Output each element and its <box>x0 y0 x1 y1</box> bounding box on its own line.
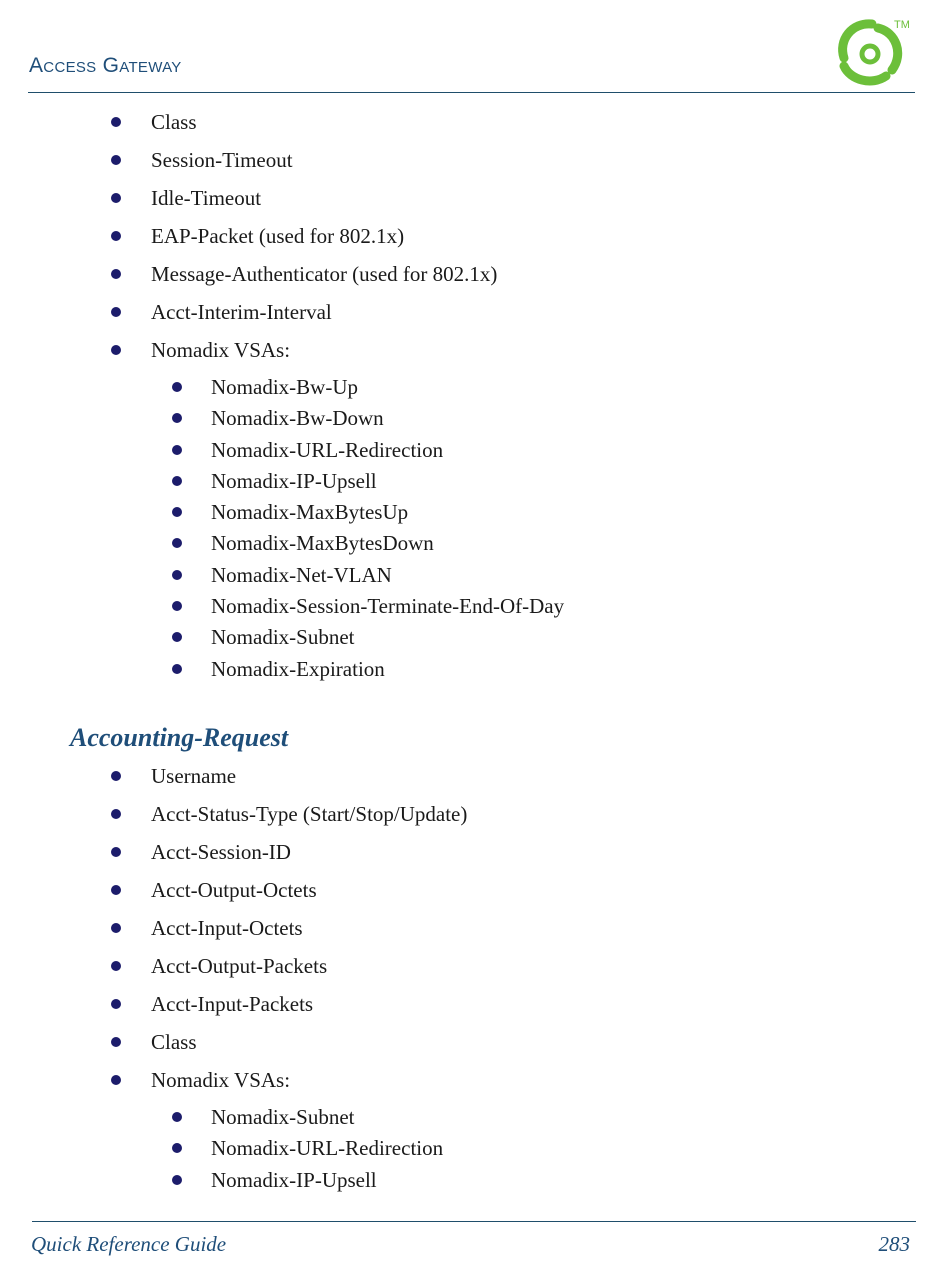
bullet-icon <box>172 1175 182 1185</box>
list-item-label: Nomadix VSAs: <box>151 338 291 362</box>
bullet-icon <box>111 809 121 819</box>
accounting-request-attribute-list <box>151 764 467 1106</box>
list-item-label: Acct-Input-Packets <box>151 992 314 1016</box>
bullet-icon <box>111 771 121 781</box>
list-item <box>151 1030 467 1068</box>
list-item-label: Nomadix-Bw-Up <box>211 375 358 399</box>
bullet-icon <box>172 1143 182 1153</box>
bullet-icon <box>172 632 182 642</box>
list-item <box>151 992 467 1030</box>
list-item-label: Nomadix-Subnet <box>211 1105 355 1129</box>
list-item <box>211 657 564 688</box>
list-item-label: Nomadix-Subnet <box>211 625 355 650</box>
list-item <box>211 563 564 594</box>
header-title: Access Gateway <box>29 54 182 77</box>
list-item-label: Acct-Status-Type (Start/Stop/Update) <box>151 802 468 826</box>
section-heading-accounting-request: Accounting-Request <box>70 723 289 752</box>
list-item <box>151 262 497 300</box>
list-item <box>211 469 564 500</box>
list-item-label: Session-Timeout <box>151 148 293 172</box>
bullet-icon <box>172 538 182 548</box>
list-item-label: Acct-Session-ID <box>151 840 291 864</box>
list-item-label: Nomadix-IP-Upsell <box>211 1167 377 1192</box>
bullet-icon <box>111 885 121 895</box>
list-item <box>151 148 497 186</box>
list-item-label: Nomadix-MaxBytesUp <box>211 500 409 525</box>
bullet-icon <box>172 382 182 392</box>
list-item <box>151 764 467 802</box>
list-item <box>151 300 497 338</box>
list-item-label: Acct-Input-Octets <box>151 916 303 940</box>
list-item-label: Nomadix-Session-Terminate-End-Of-Day <box>211 594 565 619</box>
access-accept-attribute-list <box>151 110 497 376</box>
bullet-icon <box>172 476 182 486</box>
list-item-label: Nomadix-IP-Upsell <box>211 468 377 493</box>
list-item <box>211 438 564 469</box>
list-item-label: Nomadix-Bw-Down <box>211 406 384 431</box>
list-item <box>211 531 564 562</box>
list-item-label: Nomadix-URL-Redirection <box>211 437 444 462</box>
list-item-label: Nomadix-Net-VLAN <box>211 562 392 587</box>
bullet-icon <box>172 445 182 455</box>
list-item <box>211 594 564 625</box>
list-item <box>151 186 497 224</box>
list-item <box>151 916 467 954</box>
bullet-icon <box>172 1112 182 1122</box>
bullet-icon <box>111 345 121 355</box>
list-item-label: Class <box>151 110 197 134</box>
list-item <box>211 406 564 437</box>
bullet-icon <box>111 847 121 857</box>
list-item <box>151 954 467 992</box>
bullet-icon <box>172 507 182 517</box>
list-item <box>211 625 564 656</box>
bullet-icon <box>172 664 182 674</box>
footer-page-number: 283 <box>878 1232 910 1256</box>
list-item <box>211 500 564 531</box>
access-accept-vsa-list <box>211 375 564 688</box>
list-item-label: Acct-Interim-Interval <box>151 300 332 324</box>
list-item <box>211 1168 443 1199</box>
header-divider <box>28 92 915 93</box>
bullet-icon <box>111 923 121 933</box>
accounting-request-vsa-list <box>211 1105 443 1199</box>
list-item-label: Nomadix VSAs: <box>151 1068 291 1092</box>
list-item <box>151 878 467 916</box>
list-item-label: Acct-Output-Packets <box>151 954 328 978</box>
footer-divider <box>32 1221 916 1222</box>
list-item <box>211 1105 443 1136</box>
list-item <box>151 840 467 878</box>
list-item-label: Acct-Output-Octets <box>151 878 317 902</box>
bullet-icon <box>111 961 121 971</box>
nomadix-swirl-logo-icon <box>830 14 914 90</box>
list-item <box>151 110 497 148</box>
list-item-label: Message-Authenticator (used for 802.1x) <box>151 262 498 286</box>
bullet-icon <box>111 117 121 127</box>
logo-tm-mark: TM <box>894 19 910 31</box>
list-item-label: Username <box>151 764 237 788</box>
list-item <box>151 1068 467 1106</box>
list-item-label: Nomadix-Expiration <box>211 656 385 681</box>
footer-guide-title: Quick Reference Guide <box>31 1232 227 1256</box>
list-item-label: EAP-Packet (used for 802.1x) <box>151 224 405 248</box>
bullet-icon <box>111 269 121 279</box>
bullet-icon <box>111 1075 121 1085</box>
list-item <box>211 1136 443 1167</box>
list-item <box>151 224 497 262</box>
bullet-icon <box>111 155 121 165</box>
list-item-label: Nomadix-MaxBytesDown <box>211 531 434 556</box>
bullet-icon <box>111 193 121 203</box>
bullet-icon <box>172 413 182 423</box>
bullet-icon <box>111 1037 121 1047</box>
list-item-label: Nomadix-URL-Redirection <box>211 1136 444 1161</box>
list-item-label: Class <box>151 1030 197 1054</box>
list-item <box>211 375 564 406</box>
list-item <box>151 338 497 376</box>
list-item-label: Idle-Timeout <box>151 186 262 210</box>
bullet-icon <box>172 570 182 580</box>
bullet-icon <box>172 601 182 611</box>
bullet-icon <box>111 999 121 1009</box>
bullet-icon <box>111 307 121 317</box>
list-item <box>151 802 467 840</box>
bullet-icon <box>111 231 121 241</box>
